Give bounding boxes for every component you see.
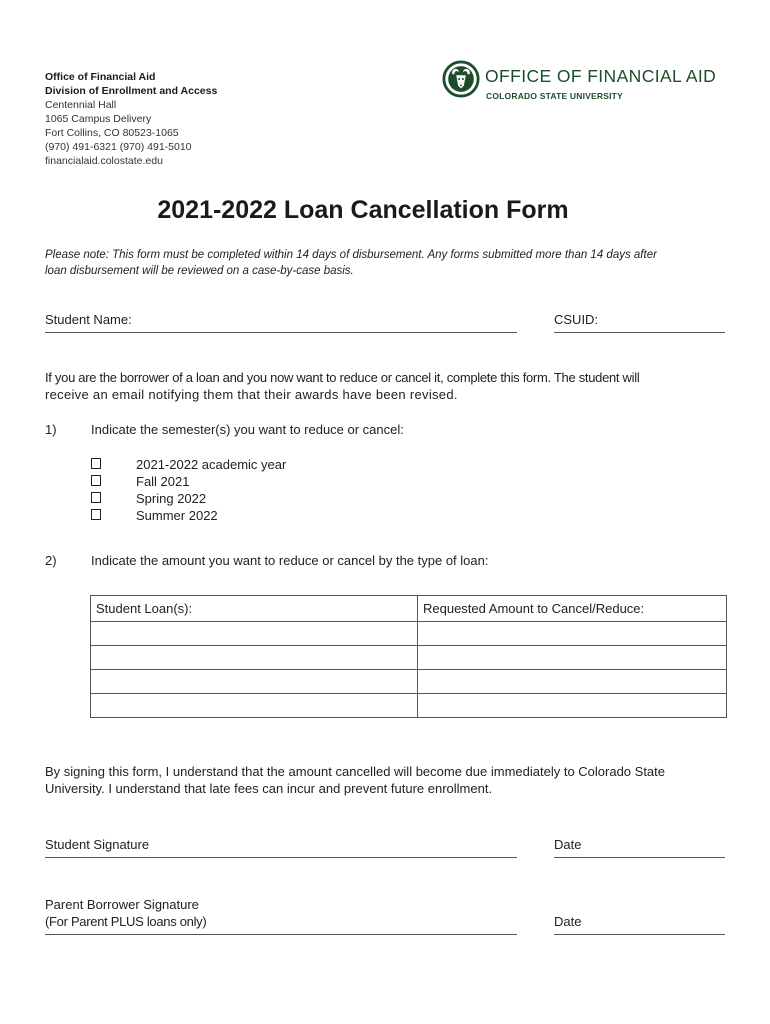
parent-signature-label: Parent Borrower Signature: [45, 897, 199, 912]
student-signature-field[interactable]: [45, 857, 517, 858]
amount-cell[interactable]: [418, 694, 727, 718]
loan-name-cell[interactable]: [91, 646, 418, 670]
agreement-paragraph: [45, 763, 735, 797]
logo-subtitle: COLORADO STATE UNIVERSITY: [486, 91, 623, 101]
student-name-label: Student Name:: [45, 312, 132, 327]
question-1-number: 1): [45, 422, 57, 437]
question-2-text: Indicate the amount you want to reduce or cancel by the type of loan:: [91, 553, 489, 568]
ram-head-icon: [442, 60, 480, 98]
semester-checkbox[interactable]: [91, 475, 101, 486]
agreement-line-2: University. I understand that late fees can incur and prevent future enrollment.: [45, 781, 493, 796]
csuid-field[interactable]: [554, 332, 725, 333]
amount-cell[interactable]: [418, 670, 727, 694]
parent-date-field[interactable]: [554, 934, 725, 935]
csuid-label: CSUID:: [554, 312, 599, 327]
division-name: Division of Enrollment and Access: [45, 85, 218, 97]
semester-checkbox[interactable]: [91, 458, 101, 469]
office-address-block: [45, 70, 217, 168]
table-row: [91, 670, 727, 694]
form-title: 2021-2022 Loan Cancellation Form: [157, 196, 569, 224]
question-2-number: 2): [45, 553, 57, 568]
amount-cell[interactable]: [418, 646, 727, 670]
phone-numbers: (970) 491-6321 (970) 491-5010: [45, 141, 192, 153]
semester-checklist: [91, 457, 391, 529]
disbursement-note: [45, 248, 725, 279]
student-signature-label: Student Signature: [45, 837, 150, 852]
loan-cancellation-table: [90, 595, 727, 718]
building-name: Centennial Hall: [45, 99, 117, 111]
intro-line-2: receive an email notifying them that their awards have been revised.: [45, 387, 458, 402]
campus-delivery: 1065 Campus Delivery: [45, 113, 152, 125]
amount-cell[interactable]: [418, 622, 727, 646]
parent-plus-note: (For Parent PLUS loans only): [45, 914, 207, 929]
semester-option-label: Summer 2022: [136, 508, 218, 523]
semester-option-label: 2021-2022 academic year: [136, 457, 287, 472]
student-name-field[interactable]: [45, 332, 517, 333]
semester-option-label: Fall 2021: [136, 474, 190, 489]
column-header-student-loans: Student Loan(s):: [91, 596, 418, 622]
semester-option-label: Spring 2022: [136, 491, 207, 506]
intro-paragraph: [45, 369, 735, 403]
student-date-label: Date: [554, 837, 582, 852]
loan-name-cell[interactable]: [91, 622, 418, 646]
agreement-line-1: By signing this form, I understand that the amount cancelled will become due immediately to Colorado State: [45, 764, 666, 779]
intro-line-1: If you are the borrower of a loan and you now want to reduce or cancel it, complete this form. The student will: [45, 370, 640, 385]
semester-checkbox[interactable]: [91, 492, 101, 503]
table-row: [91, 646, 727, 670]
city-zip: Fort Collins, CO 80523-1065: [45, 127, 179, 139]
parent-signature-field[interactable]: [45, 934, 517, 935]
table-header-row: [91, 596, 727, 622]
student-date-field[interactable]: [554, 857, 725, 858]
parent-date-label: Date: [554, 914, 582, 929]
column-header-requested-amount: Requested Amount to Cancel/Reduce:: [418, 596, 727, 622]
loan-name-cell[interactable]: [91, 670, 418, 694]
note-line-1: Please note: This form must be completed within 14 days of disbursement. Any forms submitted more than 14 days after: [45, 249, 657, 261]
loan-name-cell[interactable]: [91, 694, 418, 718]
office-name: Office of Financial Aid: [45, 71, 156, 83]
logo-title: OFFICE OF FINANCIAL AID: [485, 66, 717, 86]
table-row: [91, 622, 727, 646]
note-line-2: loan disbursement will be reviewed on a case-by-case basis.: [45, 264, 354, 277]
csu-financial-aid-logo: [442, 60, 732, 102]
website-url: financialaid.colostate.edu: [45, 155, 163, 167]
table-row: [91, 694, 727, 718]
semester-checkbox[interactable]: [91, 509, 101, 520]
question-1-text: Indicate the semester(s) you want to reduce or cancel:: [91, 422, 404, 437]
